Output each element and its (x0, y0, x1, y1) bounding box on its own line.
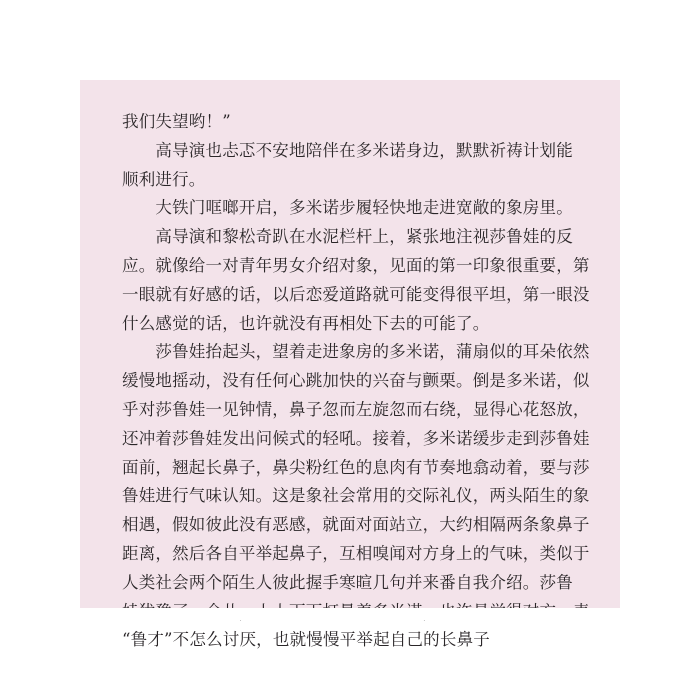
text-line: 我们失望哟！” (122, 112, 231, 131)
book-page (80, 80, 620, 650)
text-line: 大铁门哐啷开启，多米诺步履轻快地走进宽敞的象房里。 (122, 198, 573, 218)
text-line: 鲁娃进行气味认知。这是象社会常用的交际礼仪，两头陌生的象 (122, 486, 590, 506)
text-line: 顺利进行。 (122, 169, 206, 189)
text-line: 一眼就有好感的话，以后恋爱道路就可能变得很平坦，第一眼没 (122, 284, 590, 304)
text-line: 高导演和黎松奇趴在水泥栏杆上，紧张地注视莎鲁娃的反 (122, 227, 573, 247)
text-line: 缓慢地摇动，没有任何心跳加快的兴奋与颤栗。倒是多米诺，似 (122, 371, 590, 391)
text-line: 莎鲁娃抬起头，望着走进象房的多米诺，蒲扇似的耳朵依然 (122, 342, 590, 362)
text-line: “鲁才”不怎么讨厌，也就慢慢平举起自己的长鼻子 (122, 630, 490, 650)
text-line: 面前，翘起长鼻子，鼻尖粉红色的息肉有节奏地翕动着，要与莎 (122, 457, 590, 477)
text-line: 人类社会两个陌生人彼此握手寒暄几句并来番自我介绍。莎鲁 (122, 572, 573, 592)
text-line: 距离，然后各自平举起鼻子，互相嗅闻对方身上的气味，类似于 (122, 543, 590, 563)
text-line: 什么感觉的话，也许就没有再相处下去的可能了。 (122, 313, 490, 333)
text-line: 相遇，假如彼此没有恶感，就面对面站立，大约相隔两条象鼻子 (122, 515, 590, 535)
text-line: 还冲着莎鲁娃发出问候式的轻吼。接着，多米诺缓步走到莎鲁娃 (122, 428, 590, 448)
text-line: 高导演也忐忑不安地陪伴在多米诺身边，默默祈祷计划能 (122, 140, 573, 160)
page-crop-edge (80, 608, 620, 620)
body-text (122, 108, 592, 655)
text-line: 应。就像给一对青年男女介绍对象，见面的第一印象很重要，第 (122, 255, 590, 275)
text-line: 乎对莎鲁娃一见钟情，鼻子忽而左旋忽而右绕，显得心花怒放， (122, 399, 590, 419)
